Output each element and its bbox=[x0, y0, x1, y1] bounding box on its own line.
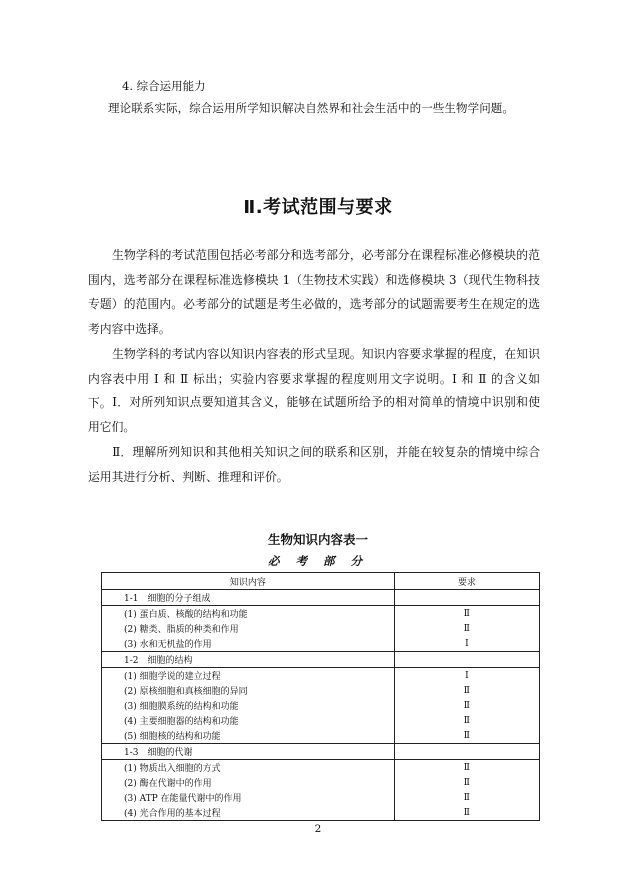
category-level bbox=[394, 652, 539, 668]
header-requirement: 要求 bbox=[394, 573, 539, 590]
item-level: Ⅱ bbox=[394, 760, 539, 776]
item-level: Ⅱ bbox=[394, 728, 539, 744]
item-level: Ⅱ bbox=[394, 683, 539, 698]
item-text: (3) 水和无机盐的作用 bbox=[102, 636, 395, 652]
table-row bbox=[102, 621, 540, 636]
item-level: Ⅰ bbox=[394, 636, 539, 652]
item-text: (1) 物质出入细胞的方式 bbox=[102, 760, 395, 776]
paragraph-level-two bbox=[88, 440, 540, 489]
paragraph-text: Ⅱ．理解所列知识和其他相关知识之间的联系和区别，并能在较复杂的情境中综合运用其进行分析、判断、推理和评价。 bbox=[88, 445, 540, 484]
table-header-row bbox=[102, 573, 540, 590]
table-row bbox=[102, 728, 540, 744]
table-row bbox=[102, 636, 540, 652]
category-level bbox=[394, 744, 539, 760]
table-row bbox=[102, 713, 540, 728]
paragraph-level-one bbox=[88, 390, 540, 439]
category-row bbox=[102, 590, 540, 606]
item-text: (4) 光合作用的基本过程 bbox=[102, 805, 395, 821]
table-title: 生物知识内容表一 bbox=[267, 532, 368, 547]
table-row bbox=[102, 805, 540, 821]
page-number: 2 bbox=[314, 823, 322, 835]
paragraph-text: Ⅰ．对所列知识点要知道其含义，能够在试题所给予的相对简单的情境中识别和使用它们。 bbox=[88, 395, 540, 434]
category-level bbox=[394, 590, 539, 606]
item-text: (1) 蛋白质、核酸的结构和功能 bbox=[102, 606, 395, 622]
item-text: (5) 细胞核的结构和功能 bbox=[102, 728, 395, 744]
table-row bbox=[102, 668, 540, 684]
category-name: 1-1 细胞的分子组成 bbox=[102, 590, 395, 606]
item-text: (2) 原核细胞和真核细胞的异同 bbox=[102, 683, 395, 698]
table-row bbox=[102, 790, 540, 805]
table-row bbox=[102, 683, 540, 698]
table-row bbox=[102, 760, 540, 776]
knowledge-table bbox=[101, 572, 540, 821]
category-name: 1-3 细胞的代谢 bbox=[102, 744, 395, 760]
category-name: 1-2 细胞的结构 bbox=[102, 652, 395, 668]
item-text: (4) 主要细胞器的结构和功能 bbox=[102, 713, 395, 728]
item-text: (1) 细胞学说的建立过程 bbox=[102, 668, 395, 684]
item-level: Ⅱ bbox=[394, 790, 539, 805]
item-level: Ⅱ bbox=[394, 621, 539, 636]
header-knowledge: 知识内容 bbox=[102, 573, 395, 590]
item-text: (3) ATP 在能量代谢中的作用 bbox=[102, 790, 395, 805]
item-text: (2) 酶在代谢中的作用 bbox=[102, 775, 395, 790]
paragraph-text: 生物学科的考试范围包括必考部分和选考部分，必考部分在课程标准必修模块的范围内，选考部分在课程标准选修模块 1（生物技术实践）和选修模块 3（现代生物科技专题）的范围内。必考部分的试题是考生必做的，选考部分的试题需要考生在规定的选考内容中选择。 bbox=[88, 248, 540, 336]
item-level: Ⅱ bbox=[394, 775, 539, 790]
paragraph-scope bbox=[88, 243, 540, 341]
category-row bbox=[102, 652, 540, 668]
item-text: (2) 糖类、脂质的种类和作用 bbox=[102, 621, 395, 636]
item-level: Ⅱ bbox=[394, 698, 539, 713]
item-level: Ⅱ bbox=[394, 713, 539, 728]
paragraph-text: 生物学科的考试内容以知识内容表的形式呈现。知识内容要求掌握的程度，在知识内容表中用 Ⅰ 和 Ⅱ 标出；实验内容要求掌握的程度则用文字说明。Ⅰ 和 Ⅱ 的含义如下。 bbox=[88, 347, 540, 410]
table-row bbox=[102, 606, 540, 622]
item-level: Ⅰ bbox=[394, 668, 539, 684]
table-row bbox=[102, 698, 540, 713]
item-level: Ⅱ bbox=[394, 805, 539, 821]
category-row bbox=[102, 744, 540, 760]
section-text: 理论联系实际，综合运用所学知识解决自然界和社会生活中的一些生物学问题。 bbox=[108, 101, 514, 115]
section-heading: 4. 综合运用能力 bbox=[122, 79, 206, 93]
part-title: Ⅱ.考试范围与要求 bbox=[243, 197, 393, 218]
item-text: (3) 细胞膜系统的结构和功能 bbox=[102, 698, 395, 713]
table-subtitle: 必 考 部 分 bbox=[267, 554, 368, 568]
table-row bbox=[102, 775, 540, 790]
item-level: Ⅱ bbox=[394, 606, 539, 622]
